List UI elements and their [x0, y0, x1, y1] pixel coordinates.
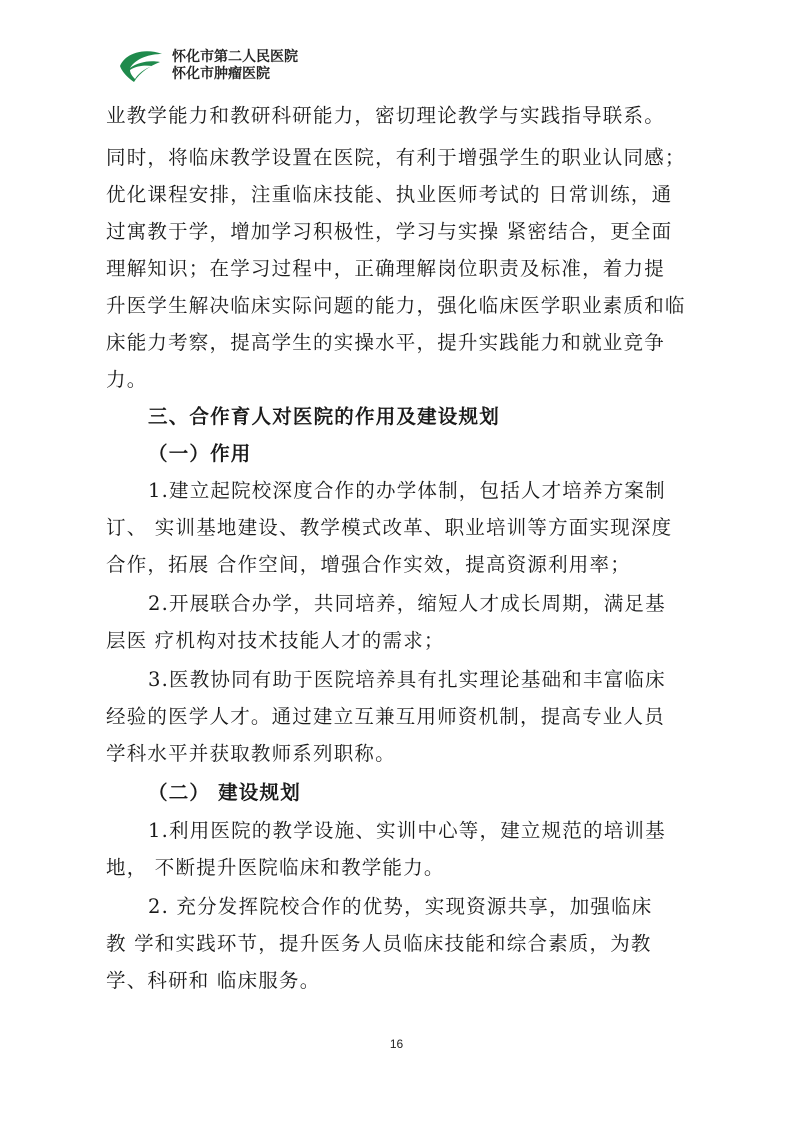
document-header — [116, 44, 298, 88]
role-item-line: 层医 疗机构对技术技能人才的需求； — [106, 629, 445, 652]
role-item-line: 合作，拓展 合作空间，增强合作实效，提高资源利用率； — [106, 553, 631, 576]
role-item-line: 2.开展联合办学，共同培养，缩短人才成长周期，满足基 — [148, 592, 666, 615]
section-heading: 三、合作育人对医院的作用及建设规划 — [148, 405, 500, 428]
role-item-line: 订、 实训基地建设、教学模式改革、职业培训等方面实现深度 — [106, 516, 673, 539]
subsection-heading: （一）作用 — [148, 442, 252, 465]
role-item-line: 3.医教协同有助于医院培养具有扎实理论基础和丰富临床 — [148, 668, 666, 691]
paragraph-line: 同时，将临床教学设置在医院，有利于增强学生的职业认同感； — [106, 146, 686, 169]
subsection-heading: （二） 建设规划 — [148, 781, 301, 804]
paragraph-line: 床能力考察，提高学生的实操水平，提升实践能力和就业竞争 — [106, 331, 665, 354]
plan-item-line: 教 学和实践环节，提升医务人员临床技能和综合素质，为教 — [106, 932, 652, 955]
hospital-logo-icon — [116, 46, 166, 86]
plan-item-line: 1.利用医院的教学设施、实训中心等，建立规范的培训基 — [148, 819, 666, 842]
hospital-names — [172, 49, 298, 83]
page-number: 16 — [389, 1037, 404, 1051]
role-item-line: 学科水平并获取教师系列职称。 — [106, 742, 396, 765]
plan-item-line: 学、科研和 临床服务。 — [106, 969, 321, 992]
hospital-name-primary: 怀化市第二人民医院 — [172, 49, 298, 65]
paragraph-line: 理解知识；在学习过程中，正确理解岗位职责及标准，着力提 — [106, 257, 665, 280]
paragraph-line: 升医学生解决临床实际问题的能力，强化临床医学职业素质和临 — [106, 294, 686, 317]
plan-item-line: 2. 充分发挥院校合作的优势，实现资源共享，加强临床 — [148, 895, 653, 918]
paragraph-line: 业教学能力和教研科研能力，密切理论教学与实践指导联系。 — [106, 104, 665, 127]
paragraph-line: 优化课程安排，注重临床技能、执业医师考试的 日常训练，通 — [106, 183, 673, 206]
paragraph-line: 力。 — [106, 368, 148, 391]
role-item-line: 经验的医学人才。通过建立互兼互用师资机制，提高专业人员 — [106, 705, 665, 728]
plan-item-line: 地， 不断提升医院临床和教学能力。 — [106, 856, 445, 879]
role-item-line: 1.建立起院校深度合作的办学体制，包括人才培养方案制 — [148, 479, 666, 502]
paragraph-line: 过寓教于学，增加学习积极性，学习与实操 紧密结合，更全面 — [106, 220, 673, 243]
hospital-name-secondary: 怀化市肿瘤医院 — [172, 66, 270, 82]
